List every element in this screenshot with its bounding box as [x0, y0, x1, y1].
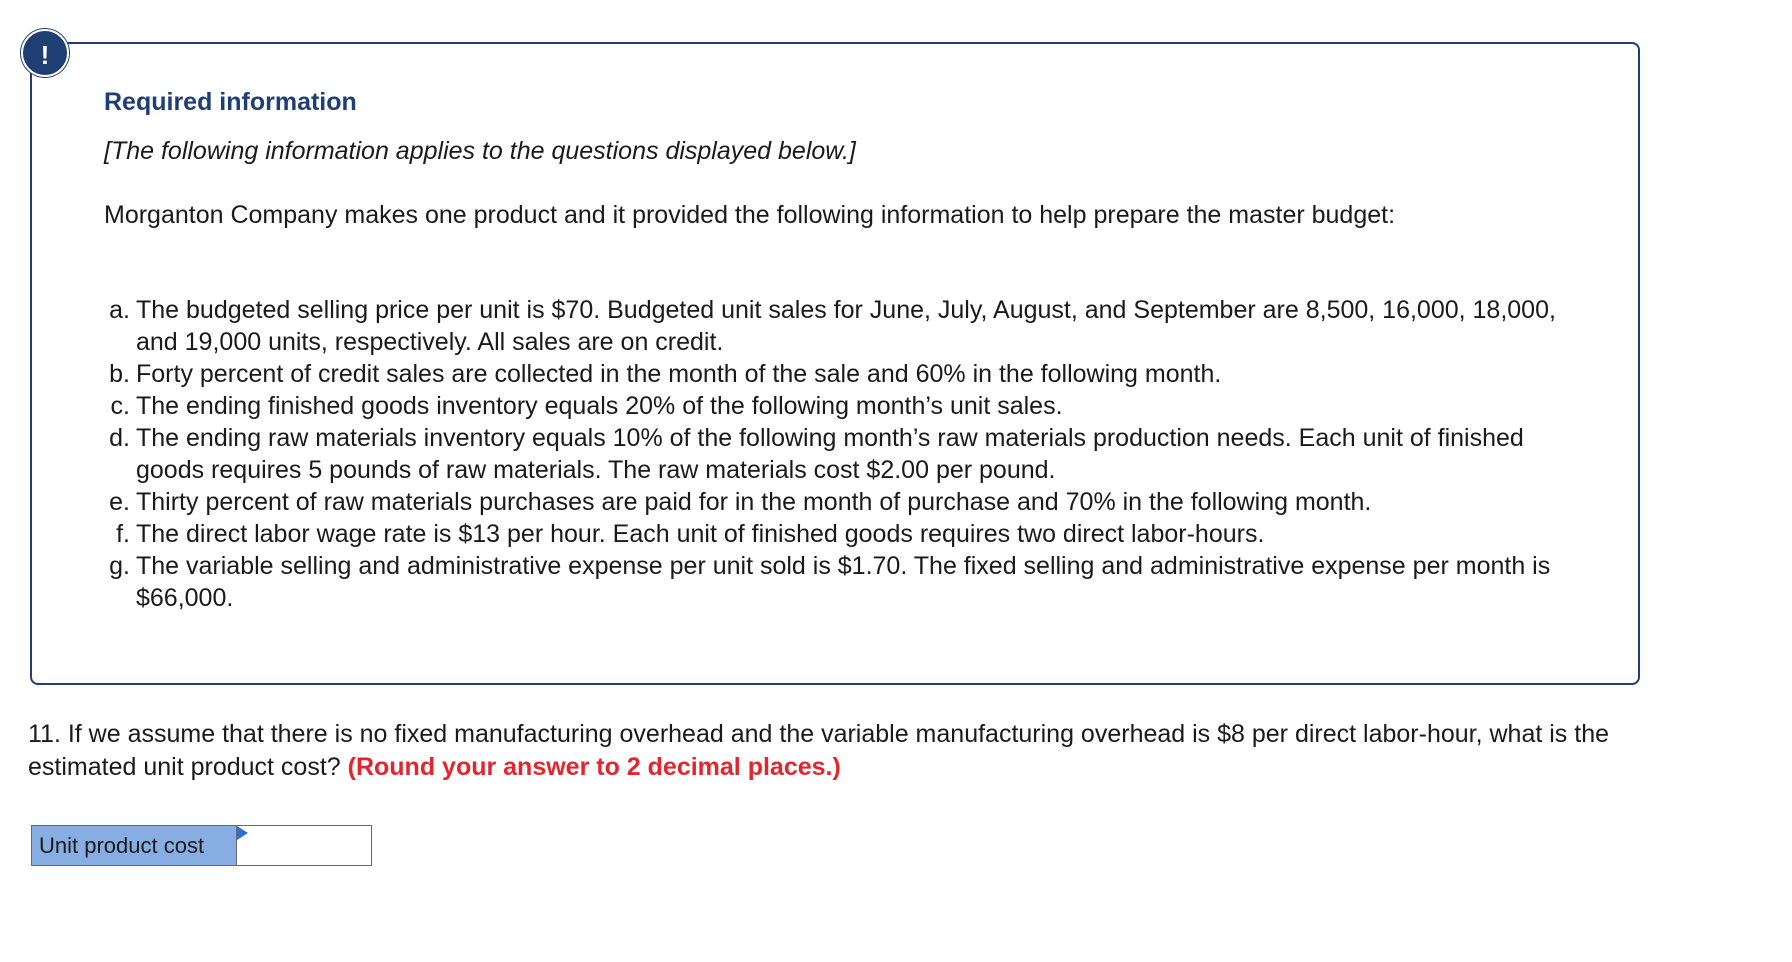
answer-field[interactable]: [237, 826, 371, 865]
list-item: [100, 518, 1590, 550]
alert-icon: !: [21, 29, 69, 77]
info-list: [100, 294, 1590, 614]
list-item-text: Forty percent of credit sales are collected in the month of the sale and 60% in the following month.: [136, 360, 1222, 388]
list-item-text: The ending finished goods inventory equals 20% of the following month’s unit sales.: [136, 392, 1063, 420]
list-item: [100, 294, 1590, 358]
list-marker: b.: [109, 360, 130, 388]
triangle-marker-icon: [237, 826, 248, 840]
list-item-text: The variable selling and administrative expense per unit sold is $1.70. The fixed selling and administrative expense per month is $66,000.: [136, 552, 1551, 612]
required-information-panel: [30, 42, 1640, 685]
info-subtitle: [The following information applies to the questions displayed below.]: [104, 137, 856, 165]
answer-label: Unit product cost: [32, 826, 237, 865]
list-item-text: The budgeted selling price per unit is $70. Budgeted unit sales for June, July, August, and September are 8,500, 16,000, 18,000, and 19,000 units, respectively. All sales are on credit.: [136, 296, 1556, 356]
list-marker: e.: [109, 488, 130, 516]
list-marker: a.: [109, 296, 130, 324]
list-item-text: The direct labor wage rate is $13 per hour. Each unit of finished goods requires two direct labor-hours.: [136, 520, 1265, 548]
info-intro: Morganton Company makes one product and it provided the following information to help prepare the master budget:: [104, 201, 1396, 229]
question-prompt: 11. If we assume that there is no fixed manufacturing overhead and the variable manufacturing overhead is $8 per direct labor-hour, what is the estimated unit product cost?: [28, 720, 1610, 781]
list-item-text: Thirty percent of raw materials purchases are paid for in the month of purchase and 70% in the following month.: [136, 488, 1372, 516]
list-item-text: The ending raw materials inventory equals 10% of the following month’s raw materials production needs. Each unit of finished goods requires 5 pounds of raw materials. The raw materials cost $2.00 per pound.: [136, 424, 1524, 484]
list-item: [100, 486, 1590, 518]
list-marker: c.: [110, 392, 130, 420]
list-marker: g.: [109, 552, 130, 580]
list-item: [100, 550, 1590, 614]
answer-row: [31, 825, 372, 866]
unit-product-cost-input[interactable]: [237, 826, 371, 865]
list-item: [100, 422, 1590, 486]
question-text: [28, 718, 1648, 784]
info-title: Required information: [104, 88, 357, 116]
rounding-hint: (Round your answer to 2 decimal places.): [347, 753, 841, 781]
list-marker: f.: [116, 520, 130, 548]
list-item: [100, 390, 1590, 422]
list-item: [100, 358, 1590, 390]
list-marker: d.: [109, 424, 130, 452]
